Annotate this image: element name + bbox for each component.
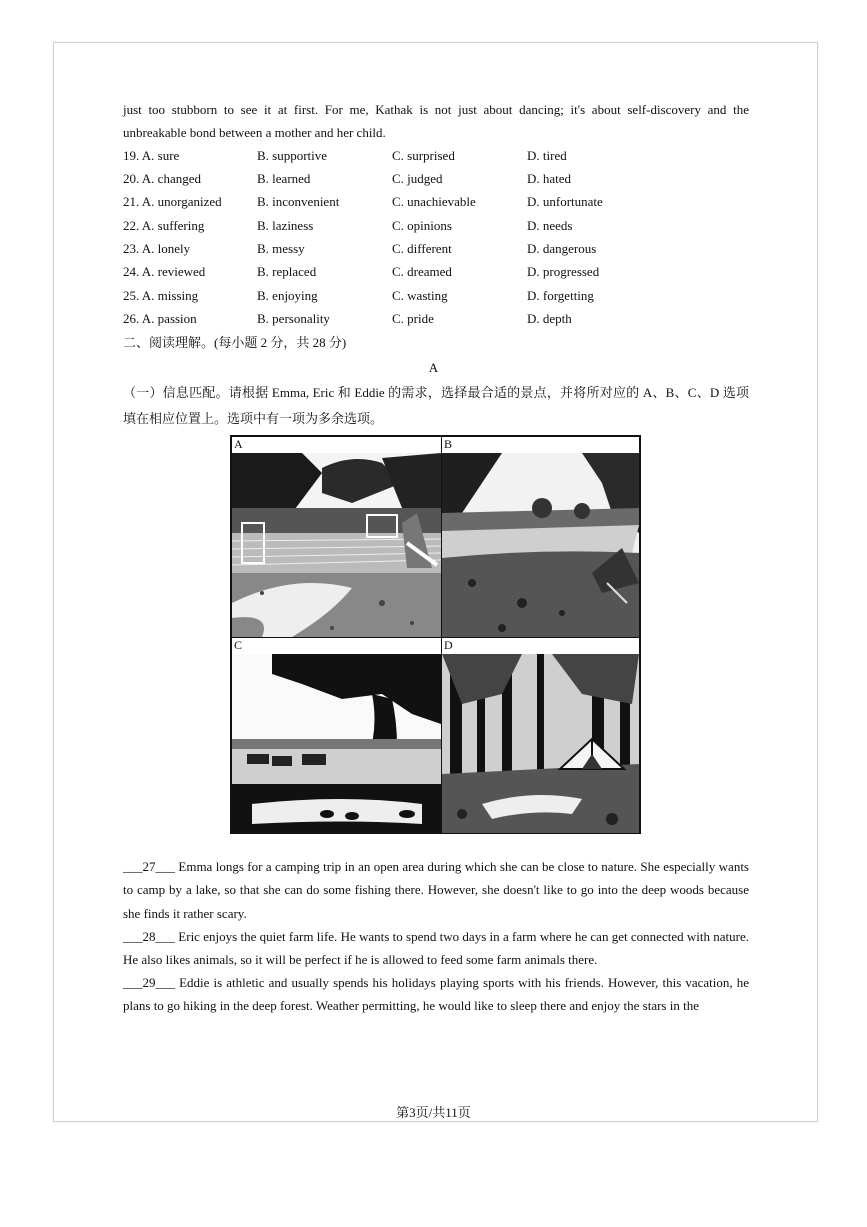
option-d: D. tired	[527, 148, 567, 163]
option-c: C. pride	[392, 311, 434, 326]
image-d-forest	[441, 637, 640, 834]
option-a: 19. A. sure	[123, 148, 180, 163]
option-c: C. wasting	[392, 288, 448, 303]
farm-picture	[232, 654, 441, 834]
option-a: 24. A. reviewed	[123, 264, 206, 279]
option-c: C. dreamed	[392, 264, 452, 279]
option-b: B. personality	[257, 311, 330, 326]
image-b-label: B	[444, 437, 453, 451]
option-row-20	[123, 167, 749, 190]
option-row-19	[123, 144, 749, 167]
option-d: D. depth	[527, 311, 572, 326]
page-number-footer: 第3页/共11页	[396, 1105, 471, 1120]
option-row-23	[123, 237, 749, 260]
option-c: C. surprised	[392, 148, 455, 163]
option-row-24	[123, 260, 749, 283]
question-29	[123, 971, 749, 1018]
question-text: Eric enjoys the quiet farm life. He wants to spend two days in a farm where he can get connected with nature. He also likes animals, so it will be perfect if he is allowed to feed some farm animals there.	[123, 929, 750, 968]
park-picture	[232, 453, 441, 637]
option-d: D. hated	[527, 171, 572, 186]
intro-line-1: just too stubborn to see it at first. For me, Kathak is not just about dancing; it's about self-discovery and the	[123, 102, 749, 117]
option-a: 21. A. unorganized	[123, 194, 222, 209]
option-row-25	[123, 284, 749, 307]
question-27	[123, 855, 749, 925]
option-a: 22. A. suffering	[123, 218, 205, 233]
answer-blank-28[interactable]: ___28___	[123, 929, 175, 944]
lake-picture	[442, 453, 639, 637]
question-28	[123, 925, 749, 972]
question-text: Emma longs for a camping trip in an open area during which she can be close to nature. She especially wants to camp by a lake, so that she can do some fishing there. However, she doesn't like to go into the deep woods because she finds it rather scary.	[123, 859, 749, 921]
image-d-label: D	[444, 638, 453, 652]
image-b-lake	[441, 436, 640, 638]
option-b: B. replaced	[257, 264, 317, 279]
option-d: D. dangerous	[527, 241, 597, 256]
option-a: 20. A. changed	[123, 171, 201, 186]
option-b: B. messy	[257, 241, 305, 256]
option-b: B. laziness	[257, 218, 314, 233]
option-c: C. unachievable	[392, 194, 476, 209]
option-row-22	[123, 214, 749, 237]
option-row-21	[123, 190, 749, 213]
image-c-label: C	[234, 638, 243, 652]
option-a: 25. A. missing	[123, 288, 199, 303]
option-c: C. opinions	[392, 218, 452, 233]
option-c: C. judged	[392, 171, 443, 186]
answer-blank-29[interactable]: ___29___	[123, 975, 175, 990]
forest-picture	[442, 654, 639, 834]
option-a: 26. A. passion	[123, 311, 197, 326]
option-b: B. inconvenient	[257, 194, 340, 209]
image-grid	[230, 435, 641, 834]
passage-label: A	[428, 360, 439, 375]
option-b: B. supportive	[257, 148, 328, 163]
option-d: D. forgetting	[527, 288, 594, 303]
option-row-26	[123, 307, 749, 330]
question-number: 28	[142, 929, 156, 944]
option-c: C. different	[392, 241, 452, 256]
option-d: D. needs	[527, 218, 573, 233]
option-d: D. progressed	[527, 264, 600, 279]
option-b: B. learned	[257, 171, 311, 186]
option-d: D. unfortunate	[527, 194, 603, 209]
intro-paragraph	[123, 98, 749, 145]
intro-line-2: unbreakable bond between a mother and her child.	[123, 125, 386, 141]
answer-blank-27[interactable]: ___27___	[123, 859, 175, 874]
question-number: 29	[142, 975, 156, 990]
option-a: 23. A. lonely	[123, 241, 191, 256]
section-heading: 二、阅读理解。(每小题 2 分，共 28 分)	[123, 335, 347, 350]
option-b: B. enjoying	[257, 288, 318, 303]
instruction-text: （一）信息匹配。请根据 Emma, Eric 和 Eddie 的需求，选择最合适的景点，并将所对应的 A、B、C、D 选项填在相应位置上。选项中有一项为多余选项。	[123, 385, 749, 426]
image-c-farm	[231, 637, 442, 834]
question-text: Eddie is athletic and usually spends his holidays playing sports with his friends. However, this vacation, he plans to go hiking in the deep forest. Weather permitting, he would like to sleep there and enjoy the stars in the	[123, 975, 749, 1014]
image-a-park	[231, 436, 442, 638]
image-a-label: A	[234, 437, 243, 451]
question-number: 27	[142, 859, 156, 874]
